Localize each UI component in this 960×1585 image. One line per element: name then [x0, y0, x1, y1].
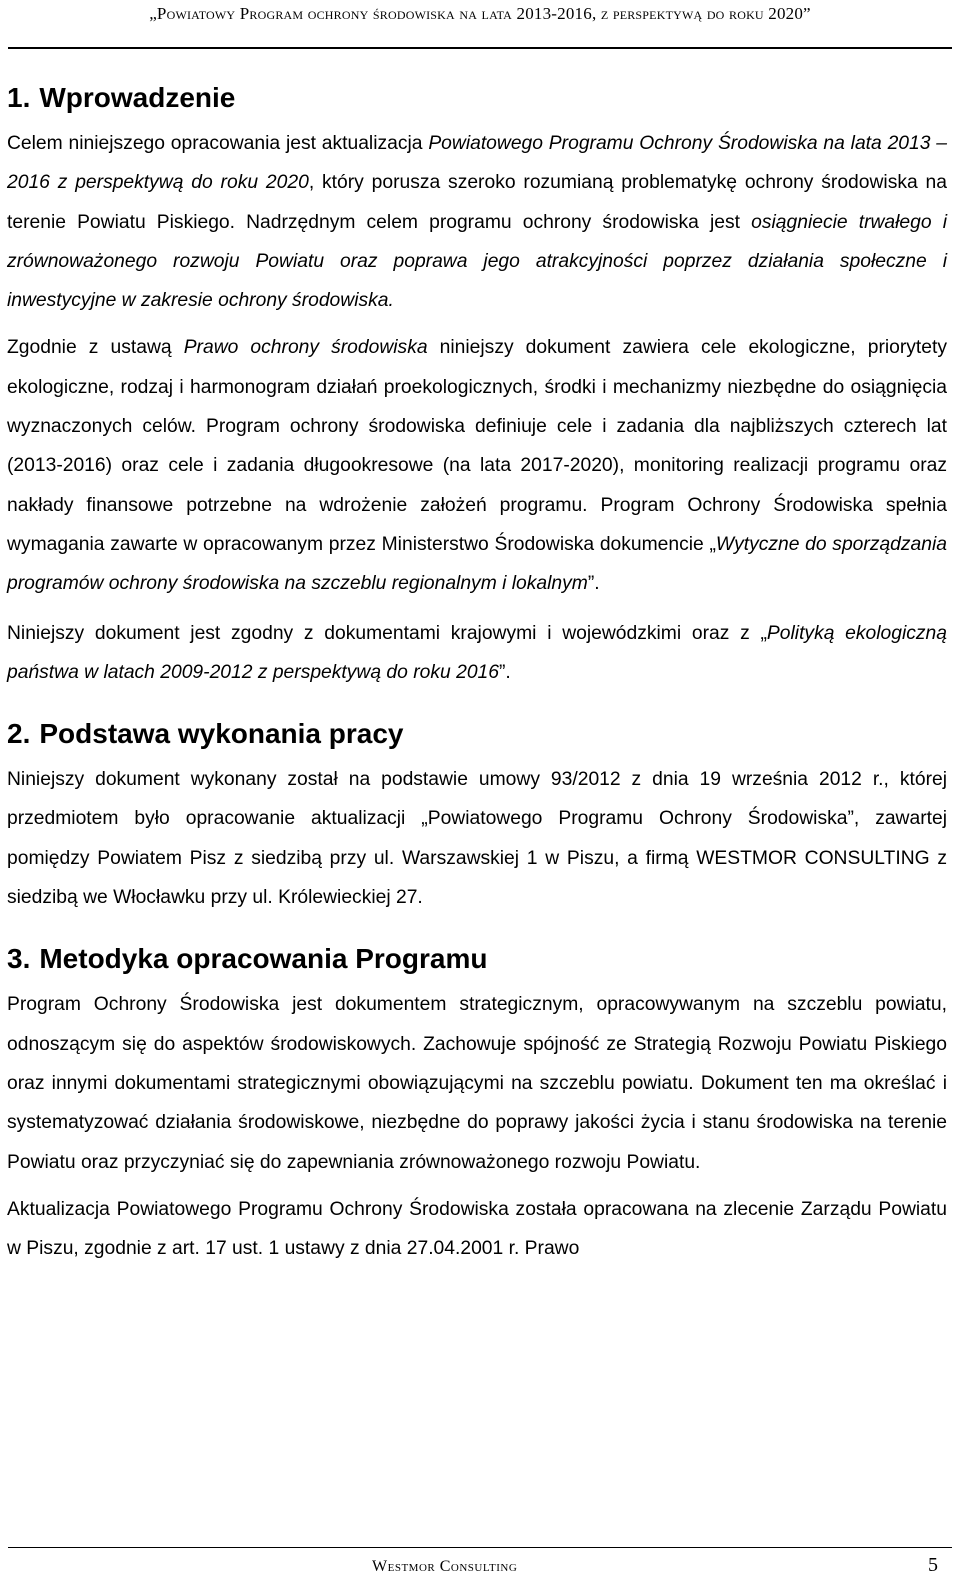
text-run: ”. — [587, 573, 600, 595]
text-run: Zgodnie z ustawą — [7, 337, 184, 359]
header-divider — [8, 47, 952, 49]
emphasis-run: osiągniecie trwałego i zrównoważonego rozwoju Powiatu oraz poprawa jego atrakcyjności poprzez działania społeczne i inwestycyjne w zakresie ochrony środowiska. — [7, 211, 947, 312]
running-header — [30, 4, 930, 24]
section-heading-3 — [7, 939, 947, 979]
text-run: niniejszy dokument zawiera cele ekologiczne, priorytety ekologiczne, rodzaj i harmonogram działań proekologicznych, środki i mechanizmy niezbędne do osiągnięcia wyznaczonych celów. Program ochrony środowiska definiuje cele i zadania dla najbliższych czterech lat (2013-2016) oraz cele i zadania długookresowe (na lata 2017-2020), monitoring realizacji programu oraz nakłady finansowe potrzebne na wdrożenie założeń programu. Program Ochrony Środowiska spełnia wymagania zawarte w opracowanym przez Ministerstwo Środowiska dokumencie „ — [7, 337, 948, 555]
paragraph-method-1: Program Ochrony Środowiska jest dokumentem strategicznym, opracowywanym na szczeblu powiatu, odnoszącym się do aspektów środowiskowych. Zachowuje spójność ze Strategią Rozwoju Powiatu Piskiego oraz innymi dokumentami strategicznymi obowiązującymi na szczeblu powiatu. Dokument ten ma określać i systematyzować działania środowiskowe, niezbędne do poprawy jakości życia i stanu środowiska na terenie Powiatu oraz przyczyniać się do zapewniania zrównoważonego rozwoju Powiatu. — [7, 994, 947, 1173]
footer-divider — [8, 1547, 952, 1548]
paragraph-basis: Niniejszy dokument wykonany został na podstawie umowy 93/2012 z dnia 19 września 2012 r., której przedmiotem było opracowanie aktualizacji „Powiatowego Programu Ochrony Środowiska”, zawartej pomiędzy Powiatem Pisz z siedzibą przy ul. Warszawskiej 1 w Piszu, a firmą WESTMOR CONSULTING z siedzibą we Włocławku przy ul. Królewieckiej 27. — [7, 769, 947, 909]
page-number: 5 — [928, 1554, 938, 1576]
section-number: 1. — [7, 82, 31, 113]
emphasis-run: Powiatowego Programu Ochrony Środowiska na lata 2013 – 2016 z perspektywą do roku 2020 — [7, 133, 947, 194]
running-title: „Powiatowy Program ochrony środowiska na lata 2013-2016, z perspektywą do roku 2020” — [149, 4, 811, 23]
emphasis-run: Polityką ekologiczną państwa w latach 2009-2012 z perspektywą do roku 2016 — [7, 622, 947, 683]
section-title: Wprowadzenie — [39, 82, 236, 113]
paragraph-method-2: Aktualizacja Powiatowego Programu Ochrony Środowiska została opracowana na zlecenie Zarządu Powiatu w Piszu, zgodnie z art. 17 ust. 1 ustawy z dnia 27.04.2001 r. Prawo — [7, 1198, 947, 1260]
section-title: Podstawa wykonania pracy — [39, 718, 404, 750]
company-name: Westmor Consulting — [372, 1558, 518, 1575]
paragraph-intro-3 — [7, 614, 947, 693]
paragraph-intro-1 — [7, 124, 947, 320]
document-body — [7, 78, 947, 1268]
section-heading-1 — [7, 78, 947, 118]
text-run: , który porusza szeroko rozumianą problematykę ochrony środowiska na terenie Powiatu Piskiego. Nadrzędnym celem programu ochrony środowiska jest — [7, 172, 947, 233]
section-title: Metodyka opracowania Programu — [39, 943, 488, 975]
section-number: 2. — [7, 718, 31, 750]
paragraph-intro-2 — [7, 328, 947, 603]
text-run: Niniejszy dokument jest zgodny z dokumentami krajowymi i wojewódzkimi oraz z „ — [7, 622, 767, 644]
section-number: 3. — [7, 943, 31, 975]
text-run: Celem niniejszego opracowania jest aktualizacja — [7, 133, 429, 154]
text-run: ”. — [498, 661, 511, 683]
section-heading-2 — [7, 714, 947, 754]
emphasis-run: Prawo ochrony środowiska — [183, 337, 428, 359]
footer-company — [372, 1558, 517, 1576]
emphasis-run: Wytyczne do sporządzania programów ochrony środowiska na szczeblu regionalnym i lokalnym — [7, 533, 947, 595]
